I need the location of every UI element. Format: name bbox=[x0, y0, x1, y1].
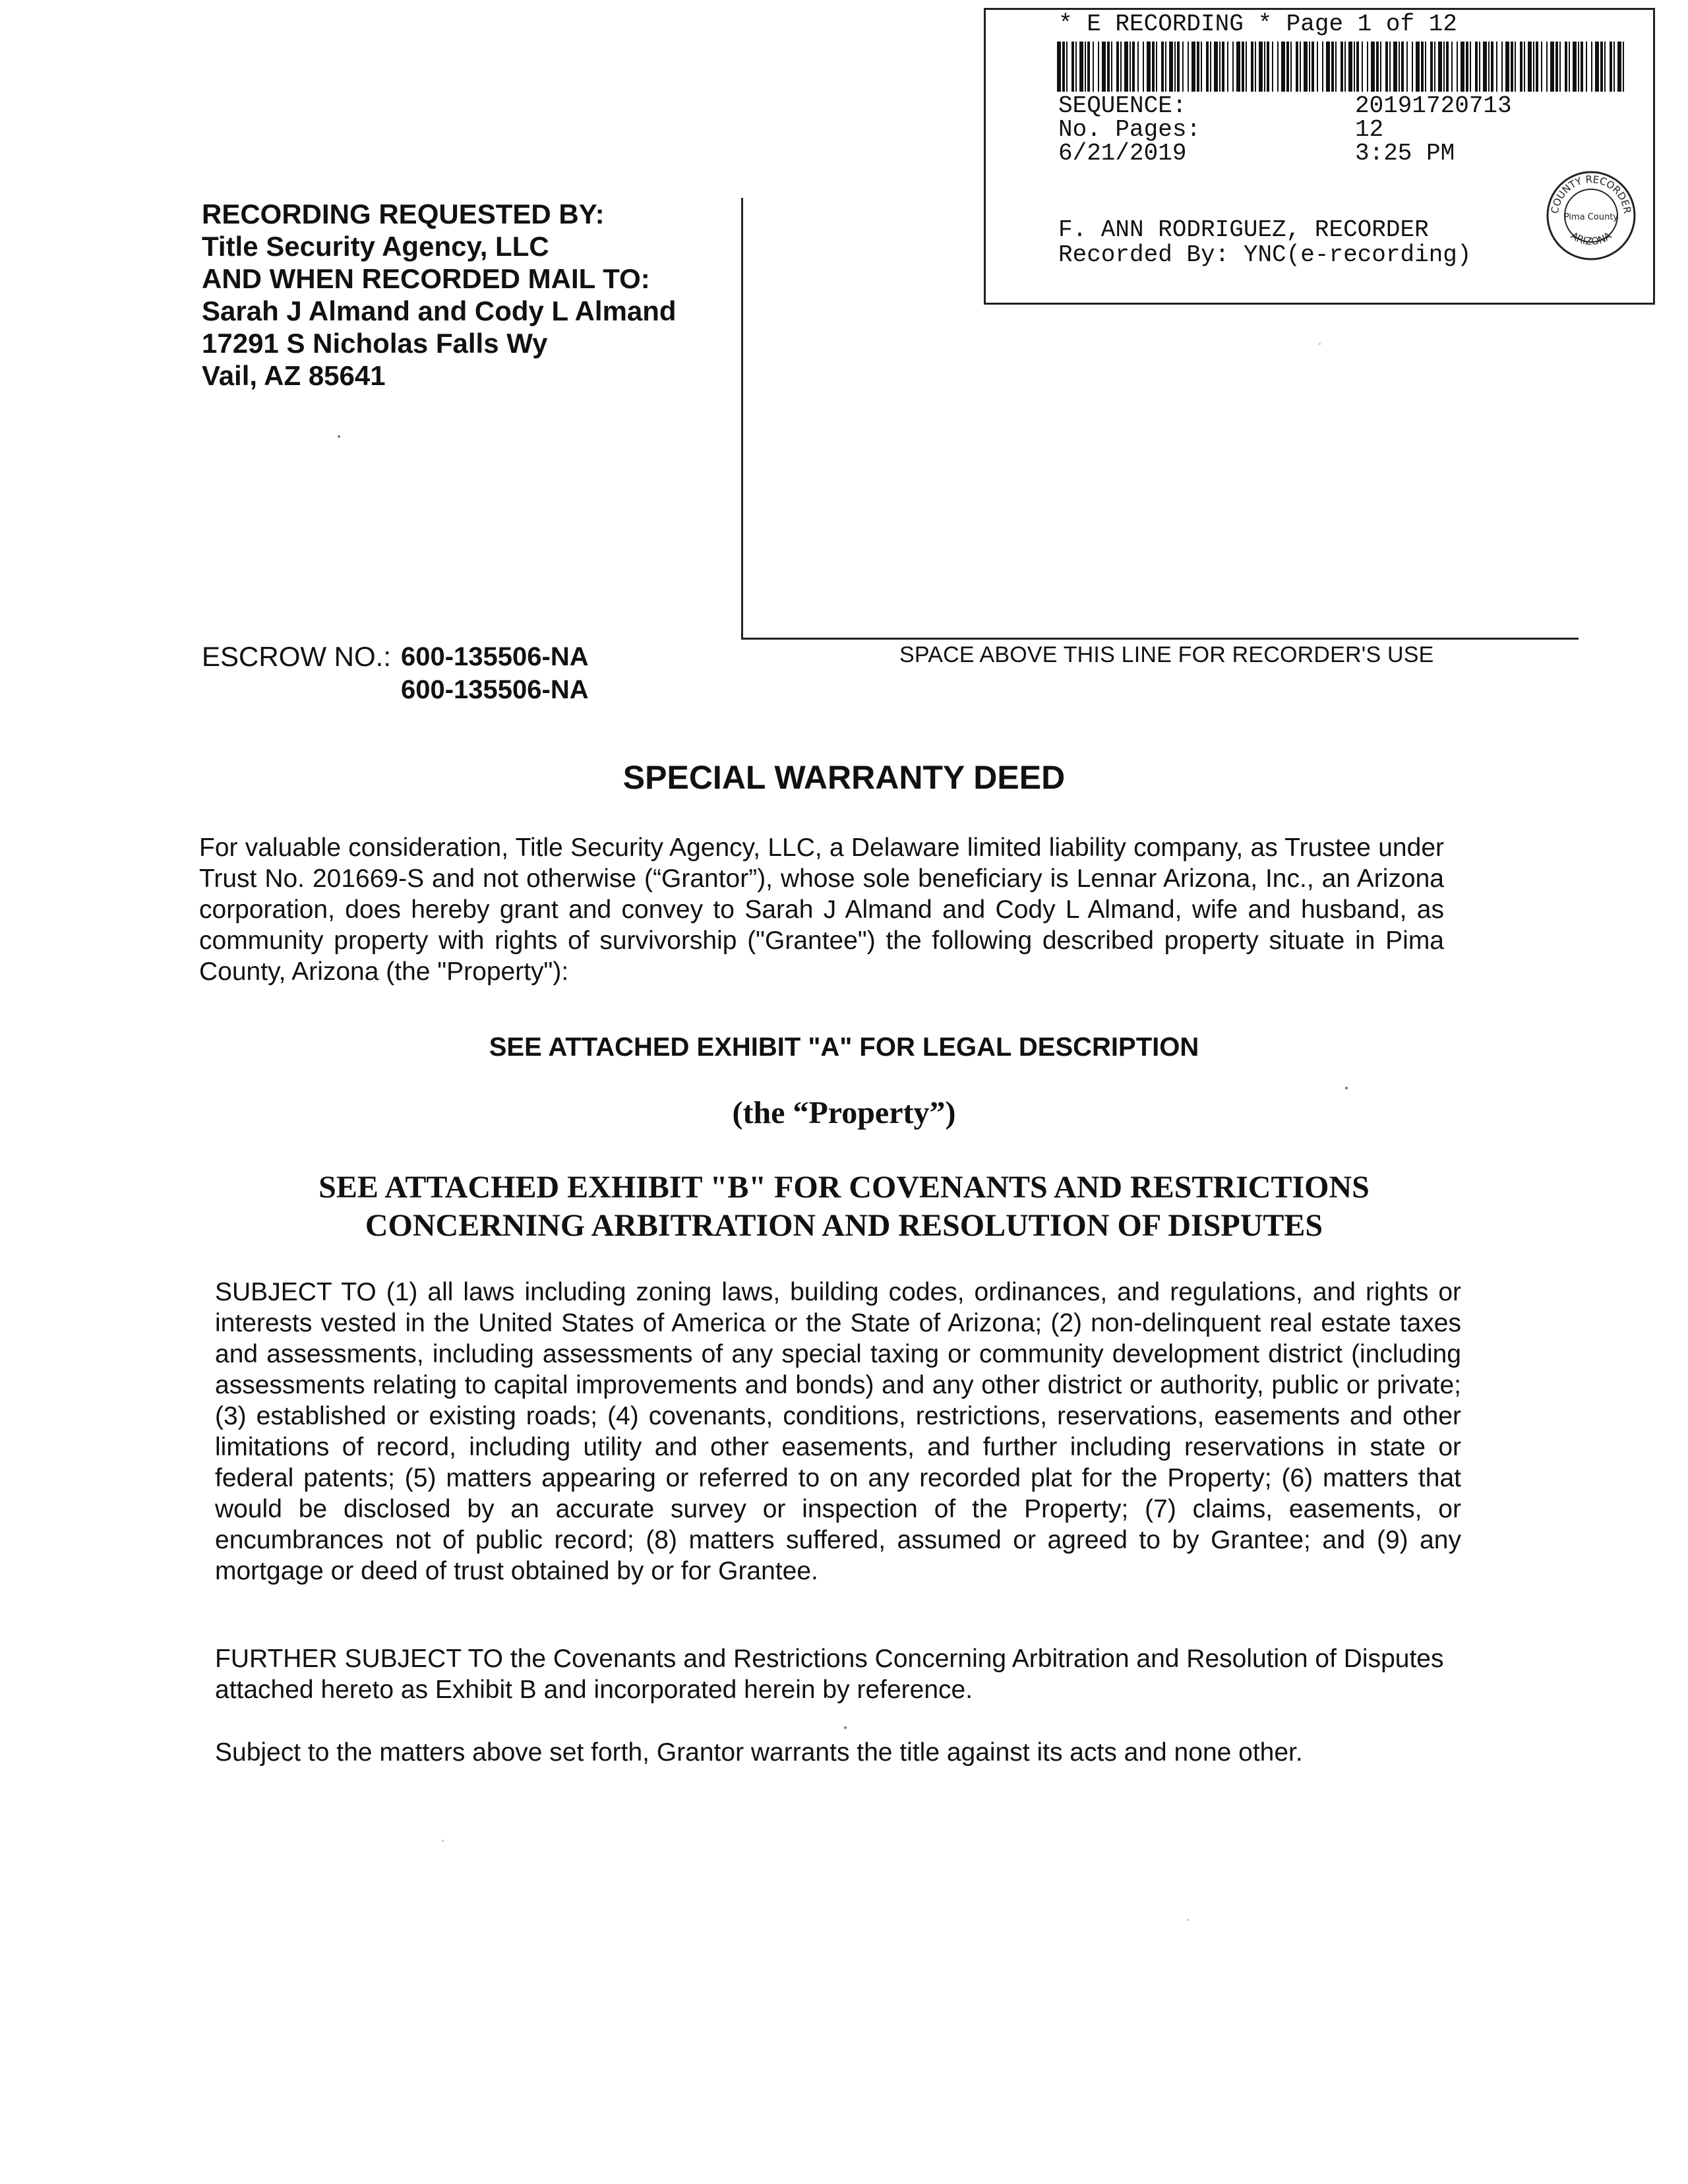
barcode-bar bbox=[1066, 42, 1068, 92]
barcode-bar bbox=[1491, 42, 1493, 92]
barcode-bar bbox=[1550, 42, 1554, 92]
barcode-bar bbox=[1300, 42, 1301, 92]
barcode-bar bbox=[1174, 42, 1176, 92]
seal-top-text: COUNTY RECORDER bbox=[1548, 173, 1634, 215]
barcode-bar bbox=[1434, 42, 1435, 92]
exhibit-a-reference: SEE ATTACHED EXHIBIT "A" FOR LEGAL DESCRIPTION bbox=[489, 1033, 1199, 1062]
barcode-bar bbox=[1335, 42, 1337, 92]
barcode-bar bbox=[1559, 42, 1561, 92]
barcode-bar bbox=[1071, 42, 1074, 92]
barcode-bar bbox=[1309, 42, 1310, 92]
barcode-bar bbox=[1286, 42, 1289, 92]
barcode-bar bbox=[1272, 42, 1273, 92]
barcode-bar bbox=[1546, 42, 1548, 92]
barcode-bar bbox=[1610, 42, 1612, 92]
barcode-bar bbox=[1191, 42, 1195, 92]
document-title: SPECIAL WARRANTY DEED bbox=[622, 759, 1066, 796]
barcode-bar bbox=[1438, 42, 1442, 92]
barcode-bar bbox=[1578, 42, 1579, 92]
barcode-bar bbox=[1156, 42, 1157, 92]
barcode-bar bbox=[1600, 42, 1603, 92]
barcode-bar bbox=[1152, 42, 1155, 92]
barcode-bar bbox=[1470, 42, 1471, 92]
barcode-bar bbox=[1161, 42, 1164, 92]
barcode-bar bbox=[1116, 42, 1119, 92]
barcode-bar bbox=[1210, 42, 1211, 92]
barcode-bar bbox=[1326, 42, 1330, 92]
barcode-bar bbox=[1130, 42, 1131, 92]
scan-speck bbox=[1319, 343, 1321, 345]
pages-value: 12 bbox=[1355, 116, 1384, 143]
barcode-bar bbox=[1219, 42, 1221, 92]
scan-speck bbox=[1345, 1087, 1348, 1089]
recorder-header: * E RECORDING * Page 1 of 12 bbox=[1058, 11, 1457, 38]
barcode-bar bbox=[1421, 42, 1424, 92]
barcode-bar bbox=[1380, 42, 1381, 92]
barcode-bar bbox=[1515, 42, 1516, 92]
scan-speck bbox=[1187, 1919, 1189, 1921]
barcode-bar bbox=[1232, 42, 1234, 92]
barcode-bar bbox=[1214, 42, 1218, 92]
barcode-bar bbox=[1555, 42, 1558, 92]
barcode-bar bbox=[1079, 42, 1083, 92]
barcode-bar bbox=[1520, 42, 1522, 92]
barcode-bar bbox=[1075, 42, 1077, 92]
sequence-value: 20191720713 bbox=[1355, 92, 1512, 119]
barcode-bar bbox=[1376, 42, 1379, 92]
pages-label: No. Pages: bbox=[1058, 116, 1201, 143]
barcode-bar bbox=[1528, 42, 1532, 92]
barcode-bar bbox=[1457, 42, 1458, 92]
record-date: 6/21/2019 bbox=[1058, 140, 1187, 167]
barcode-bar bbox=[1341, 42, 1343, 92]
barcode-bar bbox=[1581, 42, 1583, 92]
barcode-bar bbox=[1488, 42, 1490, 92]
barcode-bar bbox=[1124, 42, 1128, 92]
barcode-bar bbox=[1093, 42, 1094, 92]
barcode-bar bbox=[1206, 42, 1209, 92]
barcode-bar bbox=[1102, 42, 1106, 92]
barcode-bar bbox=[1586, 42, 1587, 92]
barcode-bar bbox=[1425, 42, 1426, 92]
barcode-bar bbox=[1062, 42, 1065, 92]
barcode-bar bbox=[1389, 42, 1391, 92]
barcode-bar bbox=[1227, 42, 1228, 92]
barcode-bar bbox=[1246, 42, 1247, 92]
barcode-bar bbox=[1267, 42, 1269, 92]
further-subject-paragraph: FURTHER SUBJECT TO the Covenants and Restrictions Concerning Arbitration and Resolution of Disputes attached hereto as Exhibit B and incorporated herein by reference. bbox=[215, 1645, 1444, 1704]
barcode-bar bbox=[1393, 42, 1397, 92]
barcode-bar bbox=[1317, 42, 1318, 92]
barcode-bar bbox=[1399, 42, 1400, 92]
barcode-bar bbox=[1322, 42, 1323, 92]
barcode-bar bbox=[1354, 42, 1355, 92]
barcode-bar bbox=[1430, 42, 1433, 92]
barcode-bar bbox=[1120, 42, 1122, 92]
barcode-bar bbox=[1201, 42, 1202, 92]
recording-requested-by-label: RECORDING REQUESTED BY: bbox=[202, 198, 605, 229]
escrow-label: ESCROW NO.: bbox=[202, 641, 392, 672]
barcode-bar bbox=[1222, 42, 1224, 92]
barcode-bar bbox=[1536, 42, 1538, 92]
seal-center-text: Pima County bbox=[1563, 212, 1619, 222]
barcode-bar bbox=[1197, 42, 1199, 92]
barcode-bar bbox=[1475, 42, 1478, 92]
recorder-stamp-box bbox=[984, 8, 1655, 305]
recorder-space-line bbox=[741, 638, 1579, 640]
barcode-image bbox=[1057, 42, 1624, 92]
barcode-bar bbox=[1371, 42, 1375, 92]
mail-to-names: Sarah J Almand and Cody L Almand bbox=[202, 295, 677, 326]
scan-speck bbox=[338, 435, 340, 438]
warranty-statement: Subject to the matters above set forth, Grantor warrants the title against its acts and none other. bbox=[215, 1738, 1303, 1767]
barcode-bar bbox=[1087, 42, 1090, 92]
barcode-bar bbox=[1137, 42, 1139, 92]
barcode-bar bbox=[1573, 42, 1577, 92]
barcode-bar bbox=[1132, 42, 1135, 92]
barcode-bar bbox=[1147, 42, 1151, 92]
vertical-divider bbox=[741, 198, 743, 640]
barcode-bar bbox=[1623, 42, 1624, 92]
property-label: (the “Property”) bbox=[732, 1095, 956, 1130]
county-seal-icon bbox=[1545, 169, 1637, 262]
barcode-bar bbox=[1617, 42, 1621, 92]
recorded-by: Recorded By: YNC(e-recording) bbox=[1058, 241, 1472, 268]
barcode-bar bbox=[1466, 42, 1468, 92]
barcode-bar bbox=[1613, 42, 1615, 92]
barcode-bar bbox=[1311, 42, 1314, 92]
barcode-bar bbox=[1565, 42, 1567, 92]
barcode-bar bbox=[1177, 42, 1180, 92]
barcode-bar bbox=[1098, 42, 1099, 92]
barcode-bar bbox=[1296, 42, 1298, 92]
barcode-bar bbox=[1412, 42, 1413, 92]
barcode-bar bbox=[1479, 42, 1480, 92]
barcode-bar bbox=[1483, 42, 1487, 92]
mail-to-street: 17291 S Nicholas Falls Wy bbox=[202, 328, 548, 359]
recorder-space-note: SPACE ABOVE THIS LINE FOR RECORDER'S USE bbox=[899, 642, 1434, 667]
barcode-bar bbox=[1401, 42, 1404, 92]
barcode-bar bbox=[1348, 42, 1352, 92]
barcode-bar bbox=[1165, 42, 1166, 92]
barcode-bar bbox=[1277, 42, 1279, 92]
barcode-bar bbox=[1511, 42, 1513, 92]
barcode-bar bbox=[1501, 42, 1503, 92]
barcode-bar bbox=[1264, 42, 1265, 92]
barcode-bar bbox=[1111, 42, 1112, 92]
mail-to-label: AND WHEN RECORDED MAIL TO: bbox=[202, 263, 650, 294]
requesting-agency: Title Security Agency, LLC bbox=[202, 231, 549, 262]
barcode-bar bbox=[1331, 42, 1334, 92]
barcode-bar bbox=[1591, 42, 1592, 92]
barcode-bar bbox=[1446, 42, 1449, 92]
mail-to-city: Vail, AZ 85641 bbox=[202, 360, 386, 391]
barcode-bar bbox=[1367, 42, 1368, 92]
barcode-bar bbox=[1524, 42, 1525, 92]
barcode-bar bbox=[1255, 42, 1256, 92]
sequence-label: SEQUENCE: bbox=[1058, 92, 1187, 119]
barcode-bar bbox=[1604, 42, 1606, 92]
barcode-bar bbox=[1505, 42, 1509, 92]
barcode-bar bbox=[1356, 42, 1359, 92]
scan-speck bbox=[442, 1840, 444, 1842]
barcode-bar bbox=[1057, 42, 1061, 92]
escrow-number-1: 600-135506-NA bbox=[401, 642, 589, 671]
barcode-bar bbox=[1443, 42, 1445, 92]
barcode-bar bbox=[1251, 42, 1253, 92]
barcode-bar bbox=[1569, 42, 1570, 92]
barcode-bar bbox=[1107, 42, 1110, 92]
barcode-bar bbox=[1461, 42, 1464, 92]
barcode-bar bbox=[1533, 42, 1534, 92]
barcode-bar bbox=[1385, 42, 1388, 92]
barcode-bar bbox=[1259, 42, 1263, 92]
barcode-bar bbox=[1085, 42, 1086, 92]
subject-to-paragraph: SUBJECT TO (1) all laws including zoning laws, building codes, ordinances, and regulations, and rights or interests vested in the United States of America or the State of Arizona; (2) non-delinquent real estate taxes and assessments, including assessments of any special taxing or community development district (including assessments relating to capital improvements and bonds) and any other district or authority, public or private; (3) established or existing roads; (4) covenants, conditions, restrictions, reservations, easements and other limitations of record, including utility and other easements, and further including reservations in state or federal patents; (5) matters appearing or referred to on any recorded plat for the Property; (6) matters that would be disclosed by an accurate survey or inspection of the Property; (7) claims, easements, or encumbrances not of public record; (8) matters suffered, assumed or agreed to by Grantee; and (9) any mortgage or deed of trust obtained by or for Grantee. bbox=[215, 1278, 1461, 1585]
barcode-bar bbox=[1304, 42, 1308, 92]
barcode-bar bbox=[1242, 42, 1244, 92]
exhibit-b-reference-line2: CONCERNING ARBITRATION AND RESOLUTION OF DISPUTES bbox=[365, 1208, 1323, 1243]
barcode-bar bbox=[1169, 42, 1173, 92]
barcode-bar bbox=[1344, 42, 1346, 92]
barcode-bar bbox=[1416, 42, 1420, 92]
barcode-bar bbox=[1236, 42, 1240, 92]
scan-speck bbox=[844, 1726, 847, 1729]
barcode-bar bbox=[1143, 42, 1144, 92]
recorder-name: F. ANN RODRIGUEZ, RECORDER bbox=[1058, 216, 1429, 243]
escrow-number-2: 600-135506-NA bbox=[401, 675, 589, 704]
barcode-bar bbox=[1188, 42, 1189, 92]
barcode-bar bbox=[1281, 42, 1285, 92]
record-time: 3:25 PM bbox=[1355, 140, 1455, 167]
barcode-bar bbox=[1451, 42, 1453, 92]
seal-bottom-text: ARIZONA bbox=[1568, 229, 1614, 248]
conveyance-paragraph: For valuable consideration, Title Security Agency, LLC, a Delaware limited liability company, as Trustee under Trust No. 201669-S and not otherwise (“Grantor”), whose sole beneficiary is Lennar Arizona, Inc., an Arizona corporation, does hereby grant and convey to Sarah J Almand and Cody L Almand, wife and husband, as community property with rights of survivorship ("Grantee") the following described property situate in Pima County, Arizona (the "Property"): bbox=[199, 834, 1444, 986]
barcode-bar bbox=[1182, 42, 1184, 92]
barcode-bar bbox=[1290, 42, 1292, 92]
barcode-bar bbox=[1595, 42, 1599, 92]
barcode-bar bbox=[1362, 42, 1363, 92]
exhibit-b-reference-line1: SEE ATTACHED EXHIBIT "B" FOR COVENANTS AND RESTRICTIONS bbox=[318, 1170, 1370, 1205]
barcode-bar bbox=[1496, 42, 1497, 92]
barcode-bar bbox=[1541, 42, 1542, 92]
barcode-bar bbox=[1406, 42, 1408, 92]
